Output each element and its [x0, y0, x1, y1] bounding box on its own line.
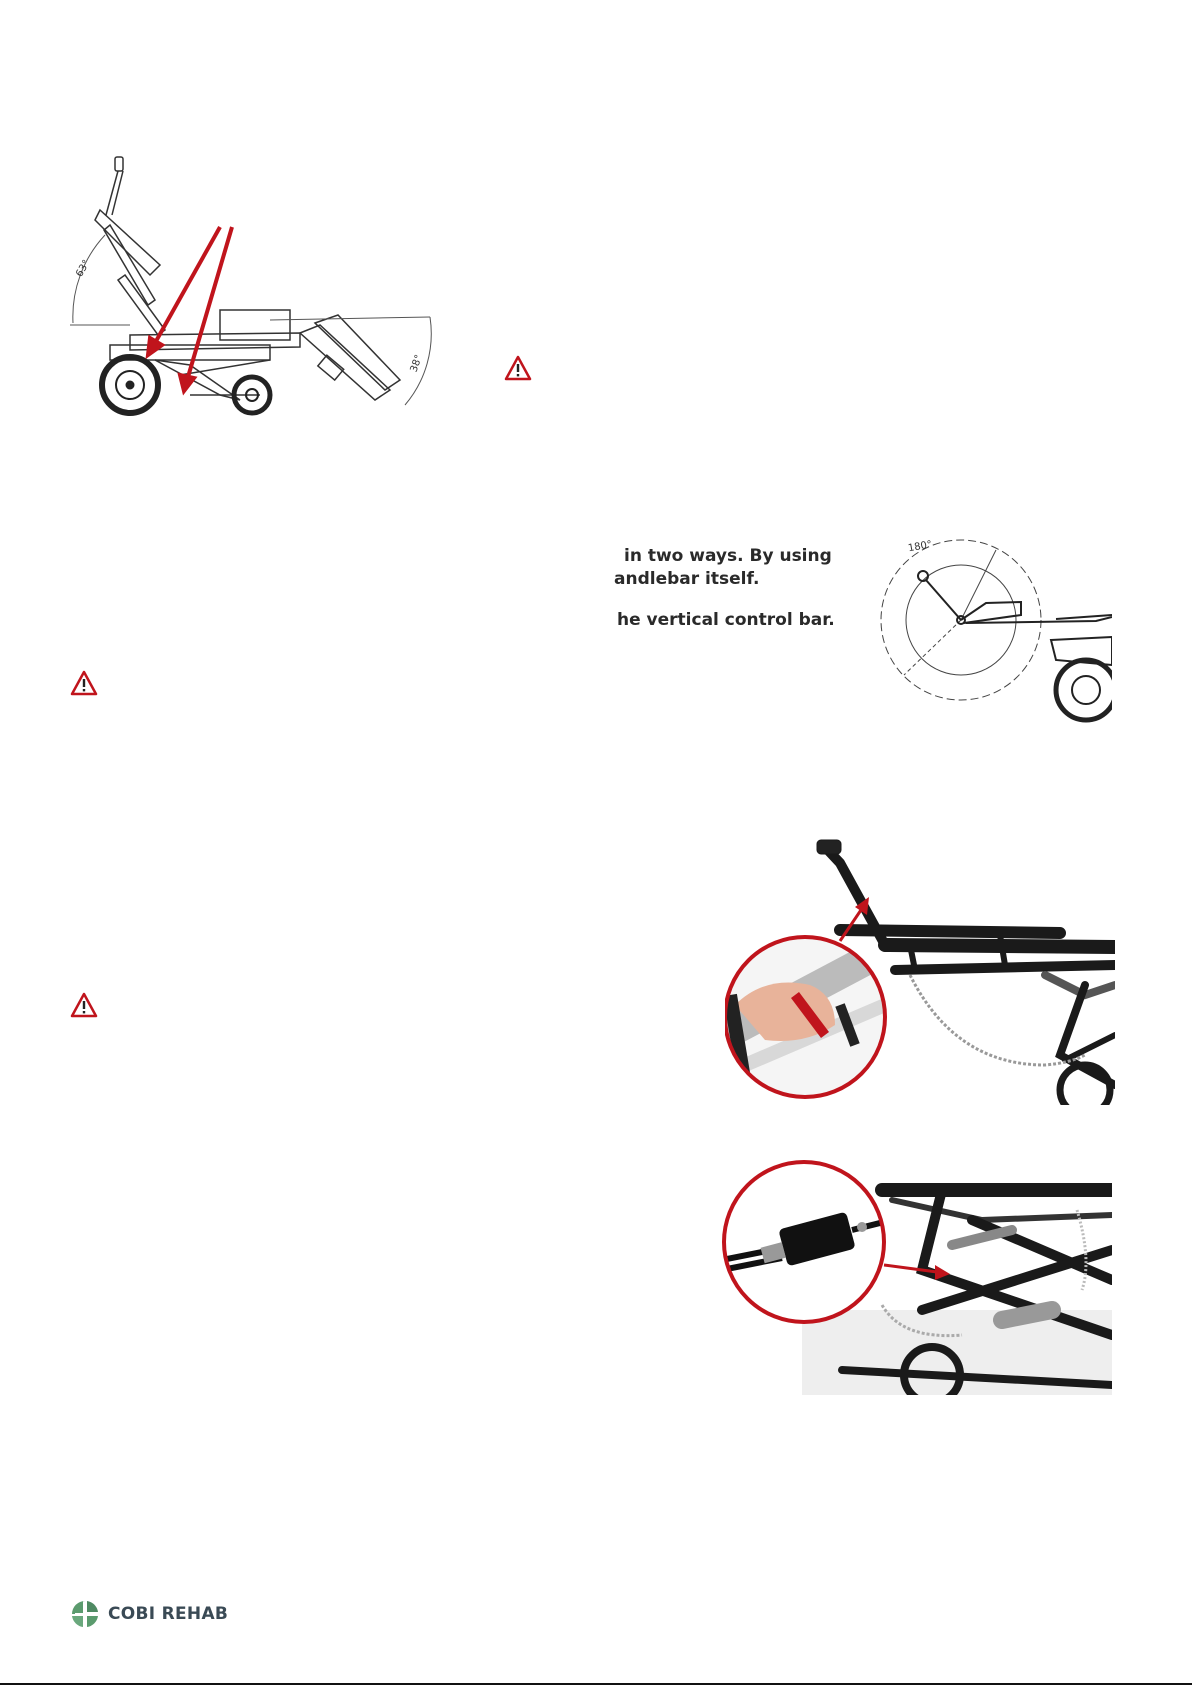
chair-side-diagram [70, 155, 490, 455]
leg-angle-label: 38° [408, 353, 425, 374]
handlebar-text-line-3: he vertical control bar. [617, 610, 835, 630]
handlebar-text-line-2: andlebar itself. [614, 569, 760, 589]
cobi-rehab-logo-icon [70, 1599, 100, 1629]
warning-triangle-icon [70, 992, 98, 1018]
backrest-angle-label: 63° [74, 258, 93, 280]
handlebar-text-line-1: in two ways. By using [624, 546, 832, 566]
handlebar-rotation-diagram [876, 535, 1112, 723]
warning-triangle-icon [70, 670, 98, 696]
footer-logo [70, 1599, 228, 1629]
rotation-angle-label: 180° [907, 539, 933, 555]
brand-name: COBI REHAB [108, 1604, 229, 1624]
handlebar-control-photo [725, 835, 1115, 1105]
connector-photo [722, 1160, 1112, 1395]
warning-triangle-icon [504, 355, 532, 381]
